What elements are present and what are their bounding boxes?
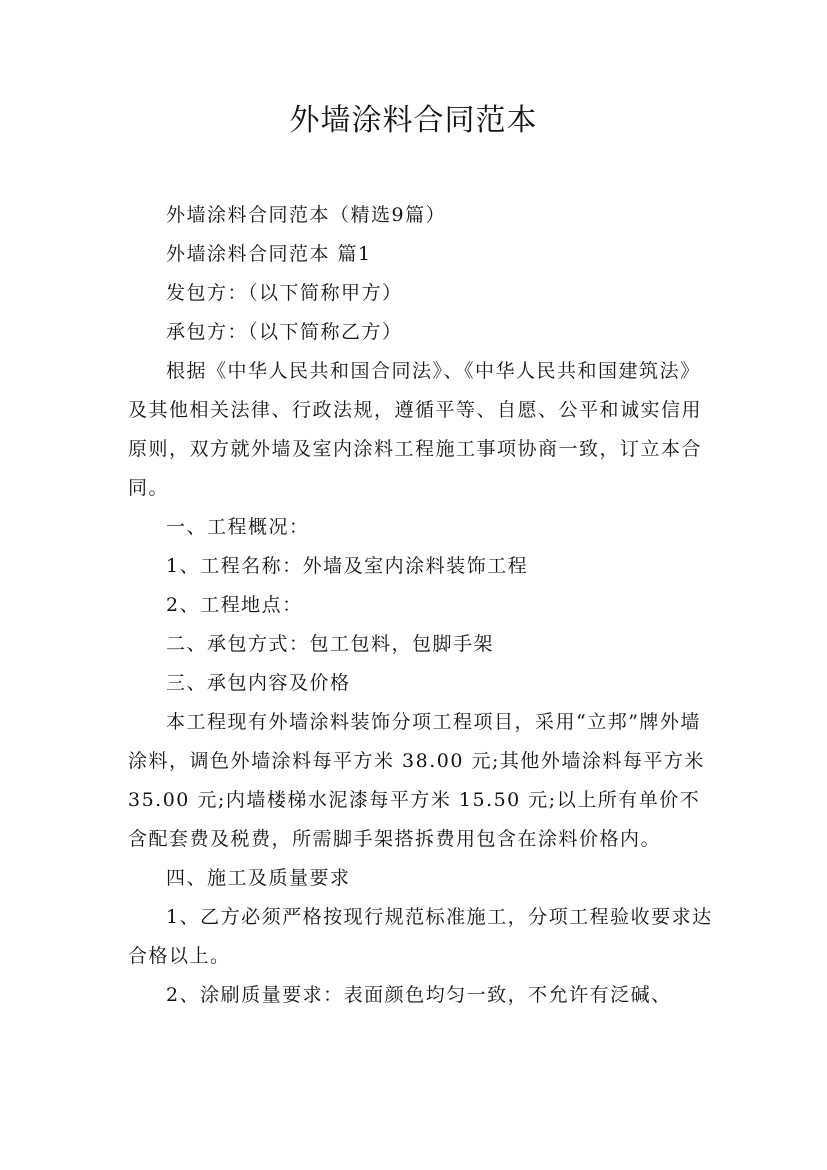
paragraph-project-name: 1、工程名称：外墙及室内涂料装饰工程 [166, 555, 529, 577]
paragraph-project-overview-heading: 一、工程概况： [166, 516, 310, 538]
paragraph-contractor: 承包方：（以下简称乙方） [166, 321, 403, 343]
paragraph-subtitle: 外墙涂料合同范本（精选9篇） [166, 204, 447, 226]
paragraph-scope-price-heading: 三、承包内容及价格 [166, 672, 351, 694]
paragraph-contract-mode: 二、承包方式：包工包料，包脚手架 [166, 633, 495, 655]
paragraph-scope-price: 本工程现有外墙涂料装饰分项工程项目，采用“立邦”牌外墙涂料，调色外墙涂料每平方米 38.00 元;其他外墙涂料每平方米 35.00 元;内墙楼梯水泥漆每平方米 15.50 元;以上所有单价不含配套费及税费，所需脚手架搭拆费用包含在涂料价格内。 [128, 711, 705, 850]
paragraph-quality-standard: 1、乙方必须严格按现行规范标准施工，分项工程验收要求达合格以上。 [128, 906, 713, 967]
paragraph-section-heading: 外墙涂料合同范本 篇1 [166, 243, 372, 265]
paragraph-painting-quality: 2、涂刷质量要求：表面颜色均匀一致，不允许有泛碱、 [166, 984, 672, 1006]
paragraph-project-location: 2、工程地点： [166, 594, 303, 616]
paragraph-quality-heading: 四、施工及质量要求 [166, 867, 351, 889]
document-body [128, 196, 718, 1015]
paragraph-legal-basis: 根据《中华人民共和国合同法》、《中华人民共和国建筑法》及其他相关法律、行政法规，遵循平等、自愿、公平和诚实信用原则，双方就外墙及室内涂料工程施工事项协商一致，订立本合同。 [128, 360, 703, 499]
paragraph-employer: 发包方：（以下简称甲方） [166, 282, 403, 304]
document-title: 外墙涂料合同范本 [289, 103, 538, 138]
